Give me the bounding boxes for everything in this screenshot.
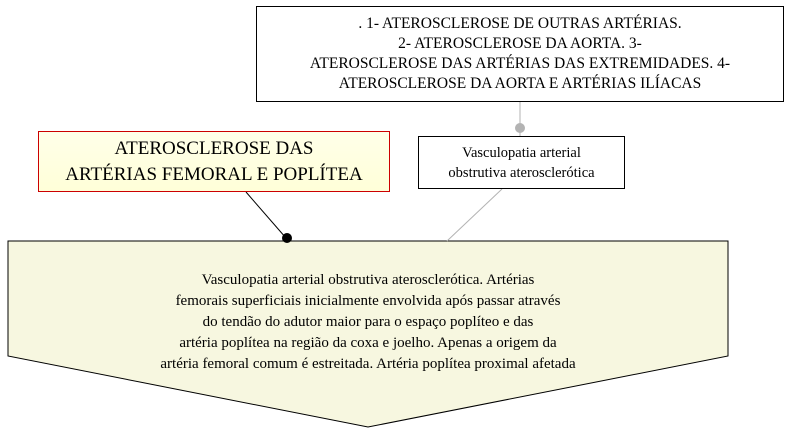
right-box-line: obstrutiva aterosclerótica [448, 164, 595, 181]
top-box-line: ATEROSCLEROSE DA AORTA E ARTÉRIAS ILÍACAS [338, 75, 702, 92]
main-callout-line: Vasculopatia arterial obstrutiva aterosclerótica. Artérias [201, 272, 535, 288]
connector-left-to-main [246, 192, 286, 238]
main-callout-text [88, 270, 648, 375]
right-box-line: Vasculopatia arterial [462, 144, 581, 161]
main-callout-line: artéria femoral comum é estreitada. Artéria poplítea proximal afetada [160, 356, 576, 372]
connector-main-dot [282, 233, 292, 243]
connector-main-to-right [447, 189, 502, 241]
main-callout-line: do tendão do adutor maior para o espaço poplíteo e das [202, 314, 534, 330]
connector-top-dot [515, 123, 525, 133]
left-box-line: ARTÉRIAS FEMORAL E POPLÍTEA [65, 163, 363, 185]
left-box-femoral-poplitea [38, 131, 390, 192]
right-box-vasculopatia [418, 136, 625, 189]
left-box-line: ATEROSCLEROSE DAS [114, 137, 314, 159]
main-callout-line: femorais superficiais inicialmente envolvida após passar através [175, 293, 561, 309]
top-box-line: 2- ATEROSCLEROSE DA AORTA. 3- [398, 35, 642, 52]
top-box-aterosclerose-list [256, 6, 784, 102]
top-box-line: ATEROSCLEROSE DAS ARTÉRIAS DAS EXTREMIDADES. 4- [309, 55, 731, 72]
main-callout-line: artéria poplítea na região da coxa e joelho. Apenas a origem da [179, 335, 557, 351]
top-box-line: . 1- ATEROSCLEROSE DE OUTRAS ARTÉRIAS. [358, 15, 682, 32]
